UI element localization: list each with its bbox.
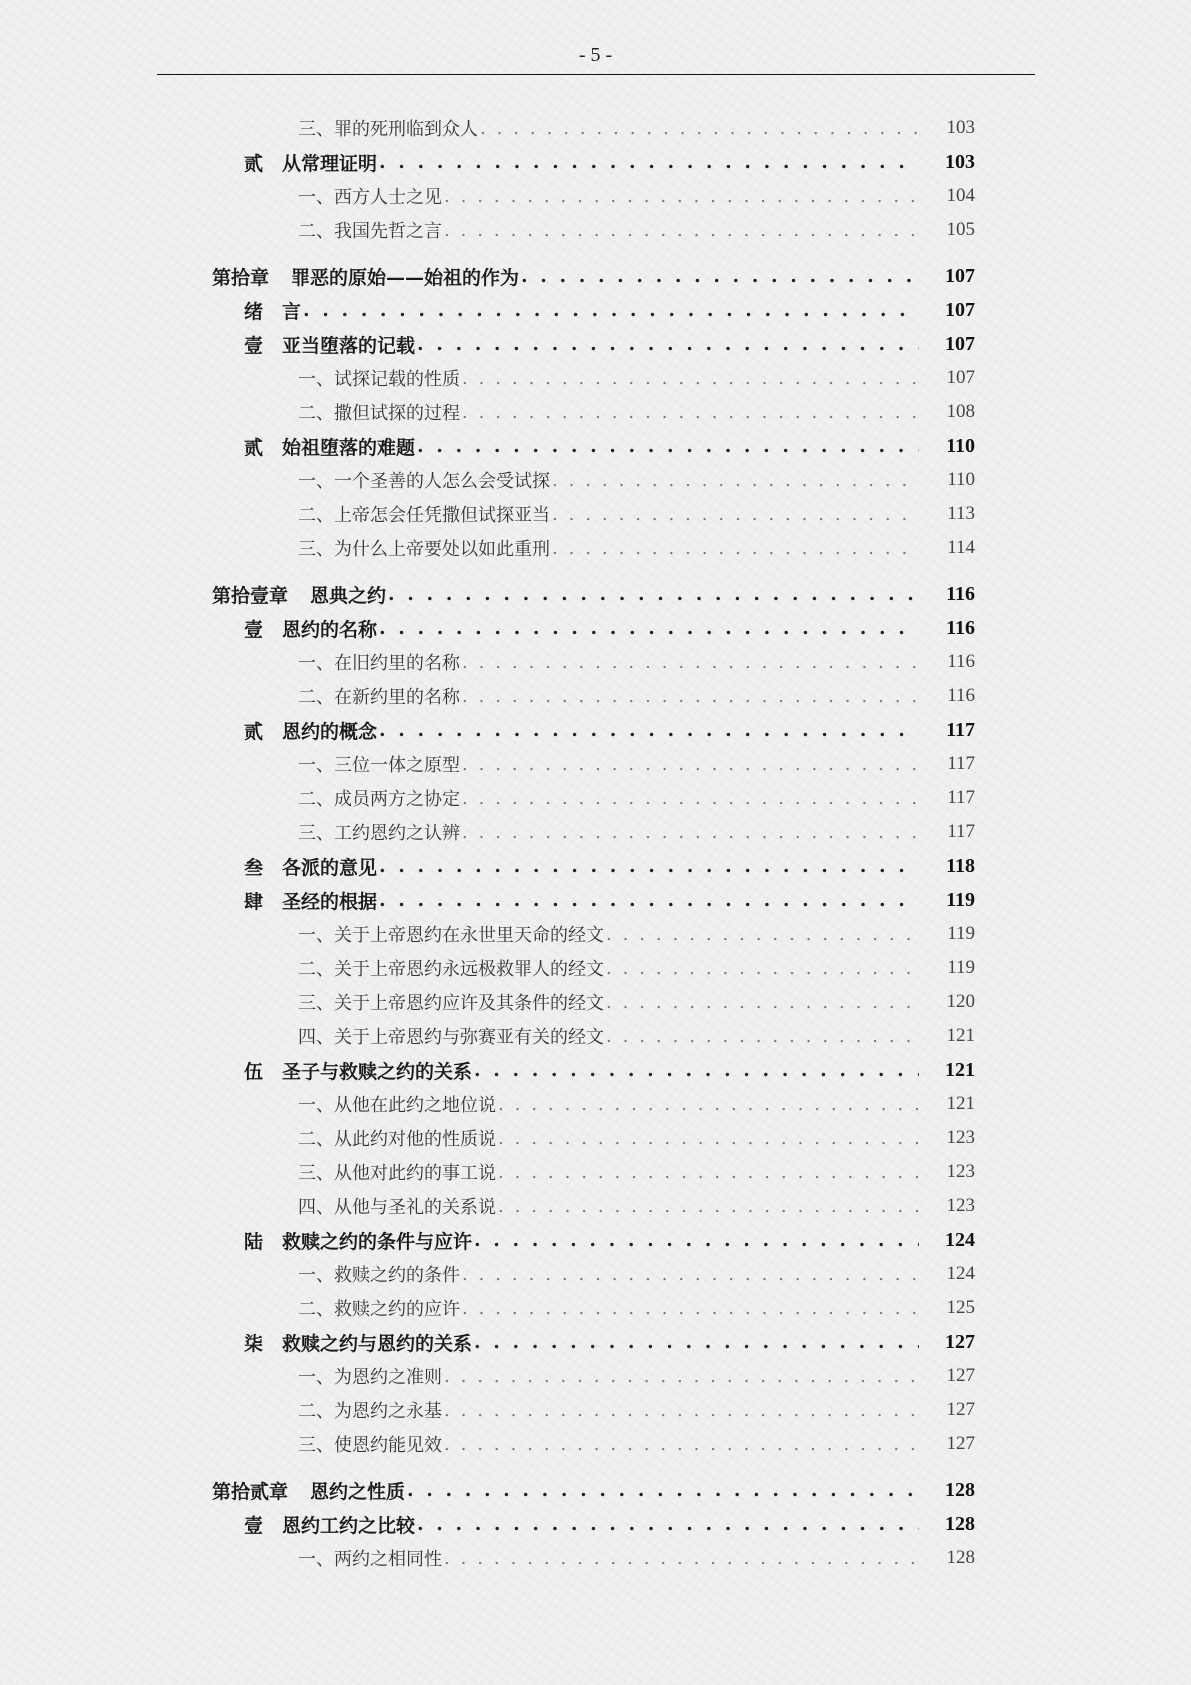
- toc-entry-page: 103: [946, 117, 975, 138]
- toc-entry-label: [298, 649, 460, 675]
- toc-entry-title: 一、关于上帝恩约在永世里天命的经文: [298, 925, 604, 946]
- toc-subsection[interactable]: [0, 113, 1191, 143]
- toc-entry-page: 116: [947, 651, 975, 672]
- toc-entry-title: 圣子与救赎之约的关系: [282, 1060, 473, 1083]
- toc-subsection[interactable]: [0, 363, 1191, 393]
- toc-entry-title: 三、从他对此约的事工说: [298, 1163, 496, 1184]
- toc-entry-page: 127: [945, 1330, 975, 1353]
- toc-entry-label: [244, 433, 415, 460]
- toc-entry-title: 二、上帝怎会任凭撒但试探亚当: [298, 505, 550, 526]
- dot-leader: [462, 754, 919, 775]
- dot-leader: [462, 368, 919, 389]
- toc-entry-label: [244, 1329, 472, 1356]
- toc-entry-label: [298, 1159, 496, 1185]
- toc-section[interactable]: [0, 851, 1191, 881]
- dot-leader: [417, 435, 919, 457]
- dot-leader: [606, 958, 919, 979]
- toc-entry-page: 108: [946, 401, 975, 422]
- toc-entry-label: [212, 263, 519, 290]
- toc-subsection[interactable]: [0, 1089, 1191, 1119]
- toc-entry-label: [298, 183, 442, 209]
- toc-entry-label: [298, 751, 460, 777]
- dot-leader: [480, 118, 919, 139]
- toc-subsection[interactable]: [0, 397, 1191, 427]
- toc-entry-number: 伍: [244, 1060, 264, 1083]
- toc-entry-title: 从常理证明: [282, 152, 378, 175]
- toc-entry-title: 二、为恩约之永基: [298, 1401, 442, 1422]
- toc-entry-page: 110: [947, 469, 975, 490]
- toc-entry-label: [244, 297, 301, 324]
- toc-entry-page: 128: [945, 1512, 975, 1535]
- dot-leader: [498, 1162, 919, 1183]
- toc-subsection[interactable]: [0, 987, 1191, 1017]
- toc-entry-label: [244, 1227, 472, 1254]
- toc-entry-page: 107: [946, 367, 975, 388]
- toc-entry-label: [298, 1261, 460, 1287]
- toc-subsection[interactable]: [0, 1157, 1191, 1187]
- toc-entry-number: 第拾章: [212, 266, 270, 289]
- dot-leader: [379, 889, 919, 911]
- toc-entry-title: 一、为恩约之准则: [298, 1367, 442, 1388]
- toc-entry-title: 恩约工约之比较: [282, 1514, 416, 1537]
- toc-entry-label: [244, 853, 377, 880]
- toc-entry-title: 三、工约恩约之认辨: [298, 823, 460, 844]
- toc-entry-label: [244, 1511, 415, 1538]
- toc-entry-label: [298, 683, 460, 709]
- toc-entry-title: 恩约的概念: [282, 720, 378, 743]
- page-number: - 5 -: [578, 44, 613, 66]
- toc-entry-number: 贰: [244, 436, 264, 459]
- toc-entry-number: 叁: [244, 856, 264, 879]
- toc-subsection[interactable]: [0, 181, 1191, 211]
- toc-entry-page: 117: [946, 718, 975, 741]
- dot-leader: [474, 1229, 919, 1251]
- toc-entry-title: 三、罪的死刑临到众人: [298, 119, 478, 140]
- toc-entry-page: 107: [945, 332, 975, 355]
- toc-entry-page: 117: [947, 821, 975, 842]
- toc-subsection[interactable]: [0, 749, 1191, 779]
- toc-entry-title: 二、在新约里的名称: [298, 687, 460, 708]
- toc-entry-label: [244, 887, 377, 914]
- toc-subsection[interactable]: [0, 1361, 1191, 1391]
- toc-entry-label: [298, 115, 478, 141]
- toc-entry-page: 105: [946, 219, 975, 240]
- toc-entry-title: 言: [282, 300, 302, 323]
- toc-entry-page: 121: [946, 1025, 975, 1046]
- dot-leader: [379, 617, 919, 639]
- toc-entry-page: 121: [945, 1058, 975, 1081]
- toc-subsection[interactable]: [0, 499, 1191, 529]
- dot-leader: [444, 220, 919, 241]
- dot-leader: [444, 1434, 919, 1455]
- dot-leader: [606, 924, 919, 945]
- toc-entry-label: [298, 399, 460, 425]
- dot-leader: [379, 151, 919, 173]
- toc-section[interactable]: [0, 295, 1191, 325]
- toc-entry-title: 一、西方人士之见: [298, 187, 442, 208]
- toc-entry-title: 三、关于上帝恩约应许及其条件的经文: [298, 993, 604, 1014]
- dot-leader: [444, 1366, 919, 1387]
- toc-entry-page: 110: [946, 434, 975, 457]
- toc-chapter[interactable]: [0, 1475, 1191, 1505]
- toc-entry-page: 119: [947, 923, 975, 944]
- dot-leader: [462, 1298, 919, 1319]
- dot-leader: [552, 504, 919, 525]
- dot-leader: [606, 1026, 919, 1047]
- toc-entry-page: 107: [945, 298, 975, 321]
- dot-leader: [462, 1264, 919, 1285]
- dot-leader: [462, 788, 919, 809]
- toc-entry-label: [298, 467, 550, 493]
- toc-entry-title: 一、救赎之约的条件: [298, 1265, 460, 1286]
- dot-leader: [498, 1196, 919, 1217]
- toc-entry-number: 壹: [244, 334, 264, 357]
- toc-section[interactable]: [0, 329, 1191, 359]
- dot-leader: [407, 1479, 919, 1501]
- toc-entry-page: 128: [946, 1547, 975, 1568]
- toc-entry-page: 119: [946, 888, 975, 911]
- toc-entry-label: [298, 365, 460, 391]
- dot-leader: [417, 333, 919, 355]
- dot-leader: [462, 822, 919, 843]
- dot-leader: [379, 855, 919, 877]
- toc-entry-number: 柒: [244, 1332, 264, 1355]
- toc-entry-label: [298, 501, 550, 527]
- toc-section[interactable]: [0, 613, 1191, 643]
- toc-entry-title: 恩约之性质: [310, 1480, 406, 1503]
- toc-subsection[interactable]: [0, 1123, 1191, 1153]
- toc-entry-number: 绪: [244, 300, 264, 323]
- toc-entry-title: 一、从他在此约之地位说: [298, 1095, 496, 1116]
- toc-entry-label: [298, 785, 460, 811]
- toc-subsection[interactable]: [0, 1543, 1191, 1573]
- toc-section[interactable]: [0, 431, 1191, 461]
- toc-entry-page: 125: [946, 1297, 975, 1318]
- toc-entry-title: 三、为什么上帝要处以如此重刑: [298, 539, 550, 560]
- toc-section[interactable]: [0, 147, 1191, 177]
- toc-entry-title: 一、两约之相同性: [298, 1549, 442, 1570]
- dot-leader: [444, 1400, 919, 1421]
- toc-chapter[interactable]: [0, 261, 1191, 291]
- toc-entry-page: 103: [945, 150, 975, 173]
- toc-section[interactable]: [0, 1327, 1191, 1357]
- toc-entry-page: 121: [946, 1093, 975, 1114]
- toc-entry-label: [298, 1091, 496, 1117]
- toc-entry-page: 123: [946, 1195, 975, 1216]
- toc-entry-page: 113: [947, 503, 975, 524]
- toc-subsection[interactable]: [0, 1259, 1191, 1289]
- toc-entry-page: 127: [946, 1365, 975, 1386]
- dot-leader: [379, 719, 919, 741]
- toc-entry-page: 128: [945, 1478, 975, 1501]
- toc-entry-label: [244, 1057, 472, 1084]
- toc-entry-page: 107: [945, 264, 975, 287]
- toc-entry-label: [298, 1193, 496, 1219]
- toc-entry-label: [298, 989, 604, 1015]
- toc-entry-page: 116: [946, 582, 975, 605]
- dot-leader: [388, 583, 919, 605]
- toc-entry-page: 117: [947, 787, 975, 808]
- toc-entry-page: 120: [946, 991, 975, 1012]
- dot-leader: [462, 402, 919, 423]
- toc-entry-label: [298, 1397, 442, 1423]
- toc-entry-page: 116: [946, 616, 975, 639]
- toc-entry-label: [298, 921, 604, 947]
- toc-entry-label: [244, 615, 377, 642]
- toc-subsection[interactable]: [0, 1293, 1191, 1323]
- toc-subsection[interactable]: [0, 647, 1191, 677]
- toc-entry-title: 一、一个圣善的人怎么会受试探: [298, 471, 550, 492]
- toc-entry-title: 恩典之约: [310, 584, 387, 607]
- toc-entry-label: [244, 149, 377, 176]
- toc-subsection[interactable]: [0, 919, 1191, 949]
- toc-entry-number: 第拾贰章: [212, 1480, 289, 1503]
- dot-leader: [498, 1094, 919, 1115]
- toc-entry-title: 二、关于上帝恩约永远极救罪人的经文: [298, 959, 604, 980]
- dot-leader: [521, 265, 919, 287]
- toc-entry-page: 127: [946, 1399, 975, 1420]
- toc-entry-title: 二、救赎之约的应许: [298, 1299, 460, 1320]
- toc-entry-title: 二、我国先哲之言: [298, 221, 442, 242]
- toc-entry-title: 圣经的根据: [282, 890, 378, 913]
- dot-leader: [462, 652, 919, 673]
- toc-section[interactable]: [0, 885, 1191, 915]
- toc-chapter[interactable]: [0, 579, 1191, 609]
- toc-entry-page: 124: [946, 1263, 975, 1284]
- toc-entry-number: 贰: [244, 720, 264, 743]
- toc-entry-label: [298, 819, 460, 845]
- dot-leader: [552, 470, 919, 491]
- toc-subsection[interactable]: [0, 1191, 1191, 1221]
- toc-entry-label: [298, 1363, 442, 1389]
- toc-entry-label: [244, 331, 415, 358]
- toc-entry-page: 127: [946, 1433, 975, 1454]
- toc-entry-label: [298, 1295, 460, 1321]
- dot-leader: [474, 1331, 919, 1353]
- toc-entry-label: [298, 955, 604, 981]
- dot-leader: [444, 186, 919, 207]
- toc-entry-number: 陆: [244, 1230, 264, 1253]
- toc-entry-title: 始祖堕落的难题: [282, 436, 416, 459]
- dot-leader: [552, 538, 919, 559]
- toc-entry-page: 116: [947, 685, 975, 706]
- toc-entry-title: 恩约的名称: [282, 618, 378, 641]
- toc-entry-page: 114: [947, 537, 975, 558]
- dot-leader: [474, 1059, 919, 1081]
- toc-entry-label: [244, 717, 377, 744]
- toc-entry-page: 119: [947, 957, 975, 978]
- toc-subsection[interactable]: [0, 1021, 1191, 1051]
- toc-section[interactable]: [0, 715, 1191, 745]
- toc-entry-title: 四、关于上帝恩约与弥赛亚有关的经文: [298, 1027, 604, 1048]
- toc-subsection[interactable]: [0, 681, 1191, 711]
- toc-entry-title: 二、从此约对他的性质说: [298, 1129, 496, 1150]
- toc-entry-number: 壹: [244, 618, 264, 641]
- dot-leader: [417, 1513, 919, 1535]
- toc-subsection[interactable]: [0, 215, 1191, 245]
- toc-entry-page: 123: [946, 1161, 975, 1182]
- toc-entry-label: [212, 1477, 405, 1504]
- toc-subsection[interactable]: [0, 817, 1191, 847]
- toc-section[interactable]: [0, 1509, 1191, 1539]
- toc-entry-page: 123: [946, 1127, 975, 1148]
- toc-entry-label: [212, 581, 386, 608]
- toc-entry-label: [298, 1125, 496, 1151]
- toc-entry-label: [298, 217, 442, 243]
- toc-entry-title: 四、从他与圣礼的关系说: [298, 1197, 496, 1218]
- toc-entry-number: 贰: [244, 152, 264, 175]
- toc-entry-number: 壹: [244, 1514, 264, 1537]
- toc-entry-title: 罪恶的原始——始祖的作为: [291, 266, 520, 289]
- toc-subsection[interactable]: [0, 465, 1191, 495]
- dot-leader: [462, 686, 919, 707]
- toc-entry-title: 二、撒但试探的过程: [298, 403, 460, 424]
- toc-entry-page: 104: [946, 185, 975, 206]
- toc-entry-label: [298, 1023, 604, 1049]
- dot-leader: [606, 992, 919, 1013]
- toc-entry-page: 118: [946, 854, 975, 877]
- toc-entry-page: 124: [945, 1228, 975, 1251]
- toc-entry-title: 一、试探记载的性质: [298, 369, 460, 390]
- toc-entry-title: 亚当堕落的记载: [282, 334, 416, 357]
- toc-subsection[interactable]: [0, 953, 1191, 983]
- toc-entry-title: 一、三位一体之原型: [298, 755, 460, 776]
- toc-subsection[interactable]: [0, 1429, 1191, 1459]
- toc-entry-number: 第拾壹章: [212, 584, 289, 607]
- toc-entry-title: 三、使恩约能见效: [298, 1435, 442, 1456]
- header-rule: [157, 74, 1035, 75]
- toc-entry-label: [298, 1545, 442, 1571]
- dot-leader: [444, 1548, 919, 1569]
- toc-entry-title: 各派的意见: [282, 856, 378, 879]
- toc-section[interactable]: [0, 1225, 1191, 1255]
- toc-subsection[interactable]: [0, 783, 1191, 813]
- toc-entry-title: 二、成员两方之协定: [298, 789, 460, 810]
- toc-entry-title: 一、在旧约里的名称: [298, 653, 460, 674]
- dot-leader: [498, 1128, 919, 1149]
- toc-subsection[interactable]: [0, 533, 1191, 563]
- toc-entry-title: 救赎之约与恩约的关系: [282, 1332, 473, 1355]
- toc-entry-label: [298, 1431, 442, 1457]
- toc-entry-page: 117: [947, 753, 975, 774]
- toc-entry-title: 救赎之约的条件与应许: [282, 1230, 473, 1253]
- toc-entry-number: 肆: [244, 890, 264, 913]
- dot-leader: [303, 299, 919, 321]
- toc-section[interactable]: [0, 1055, 1191, 1085]
- toc-subsection[interactable]: [0, 1395, 1191, 1425]
- toc-entry-label: [298, 535, 550, 561]
